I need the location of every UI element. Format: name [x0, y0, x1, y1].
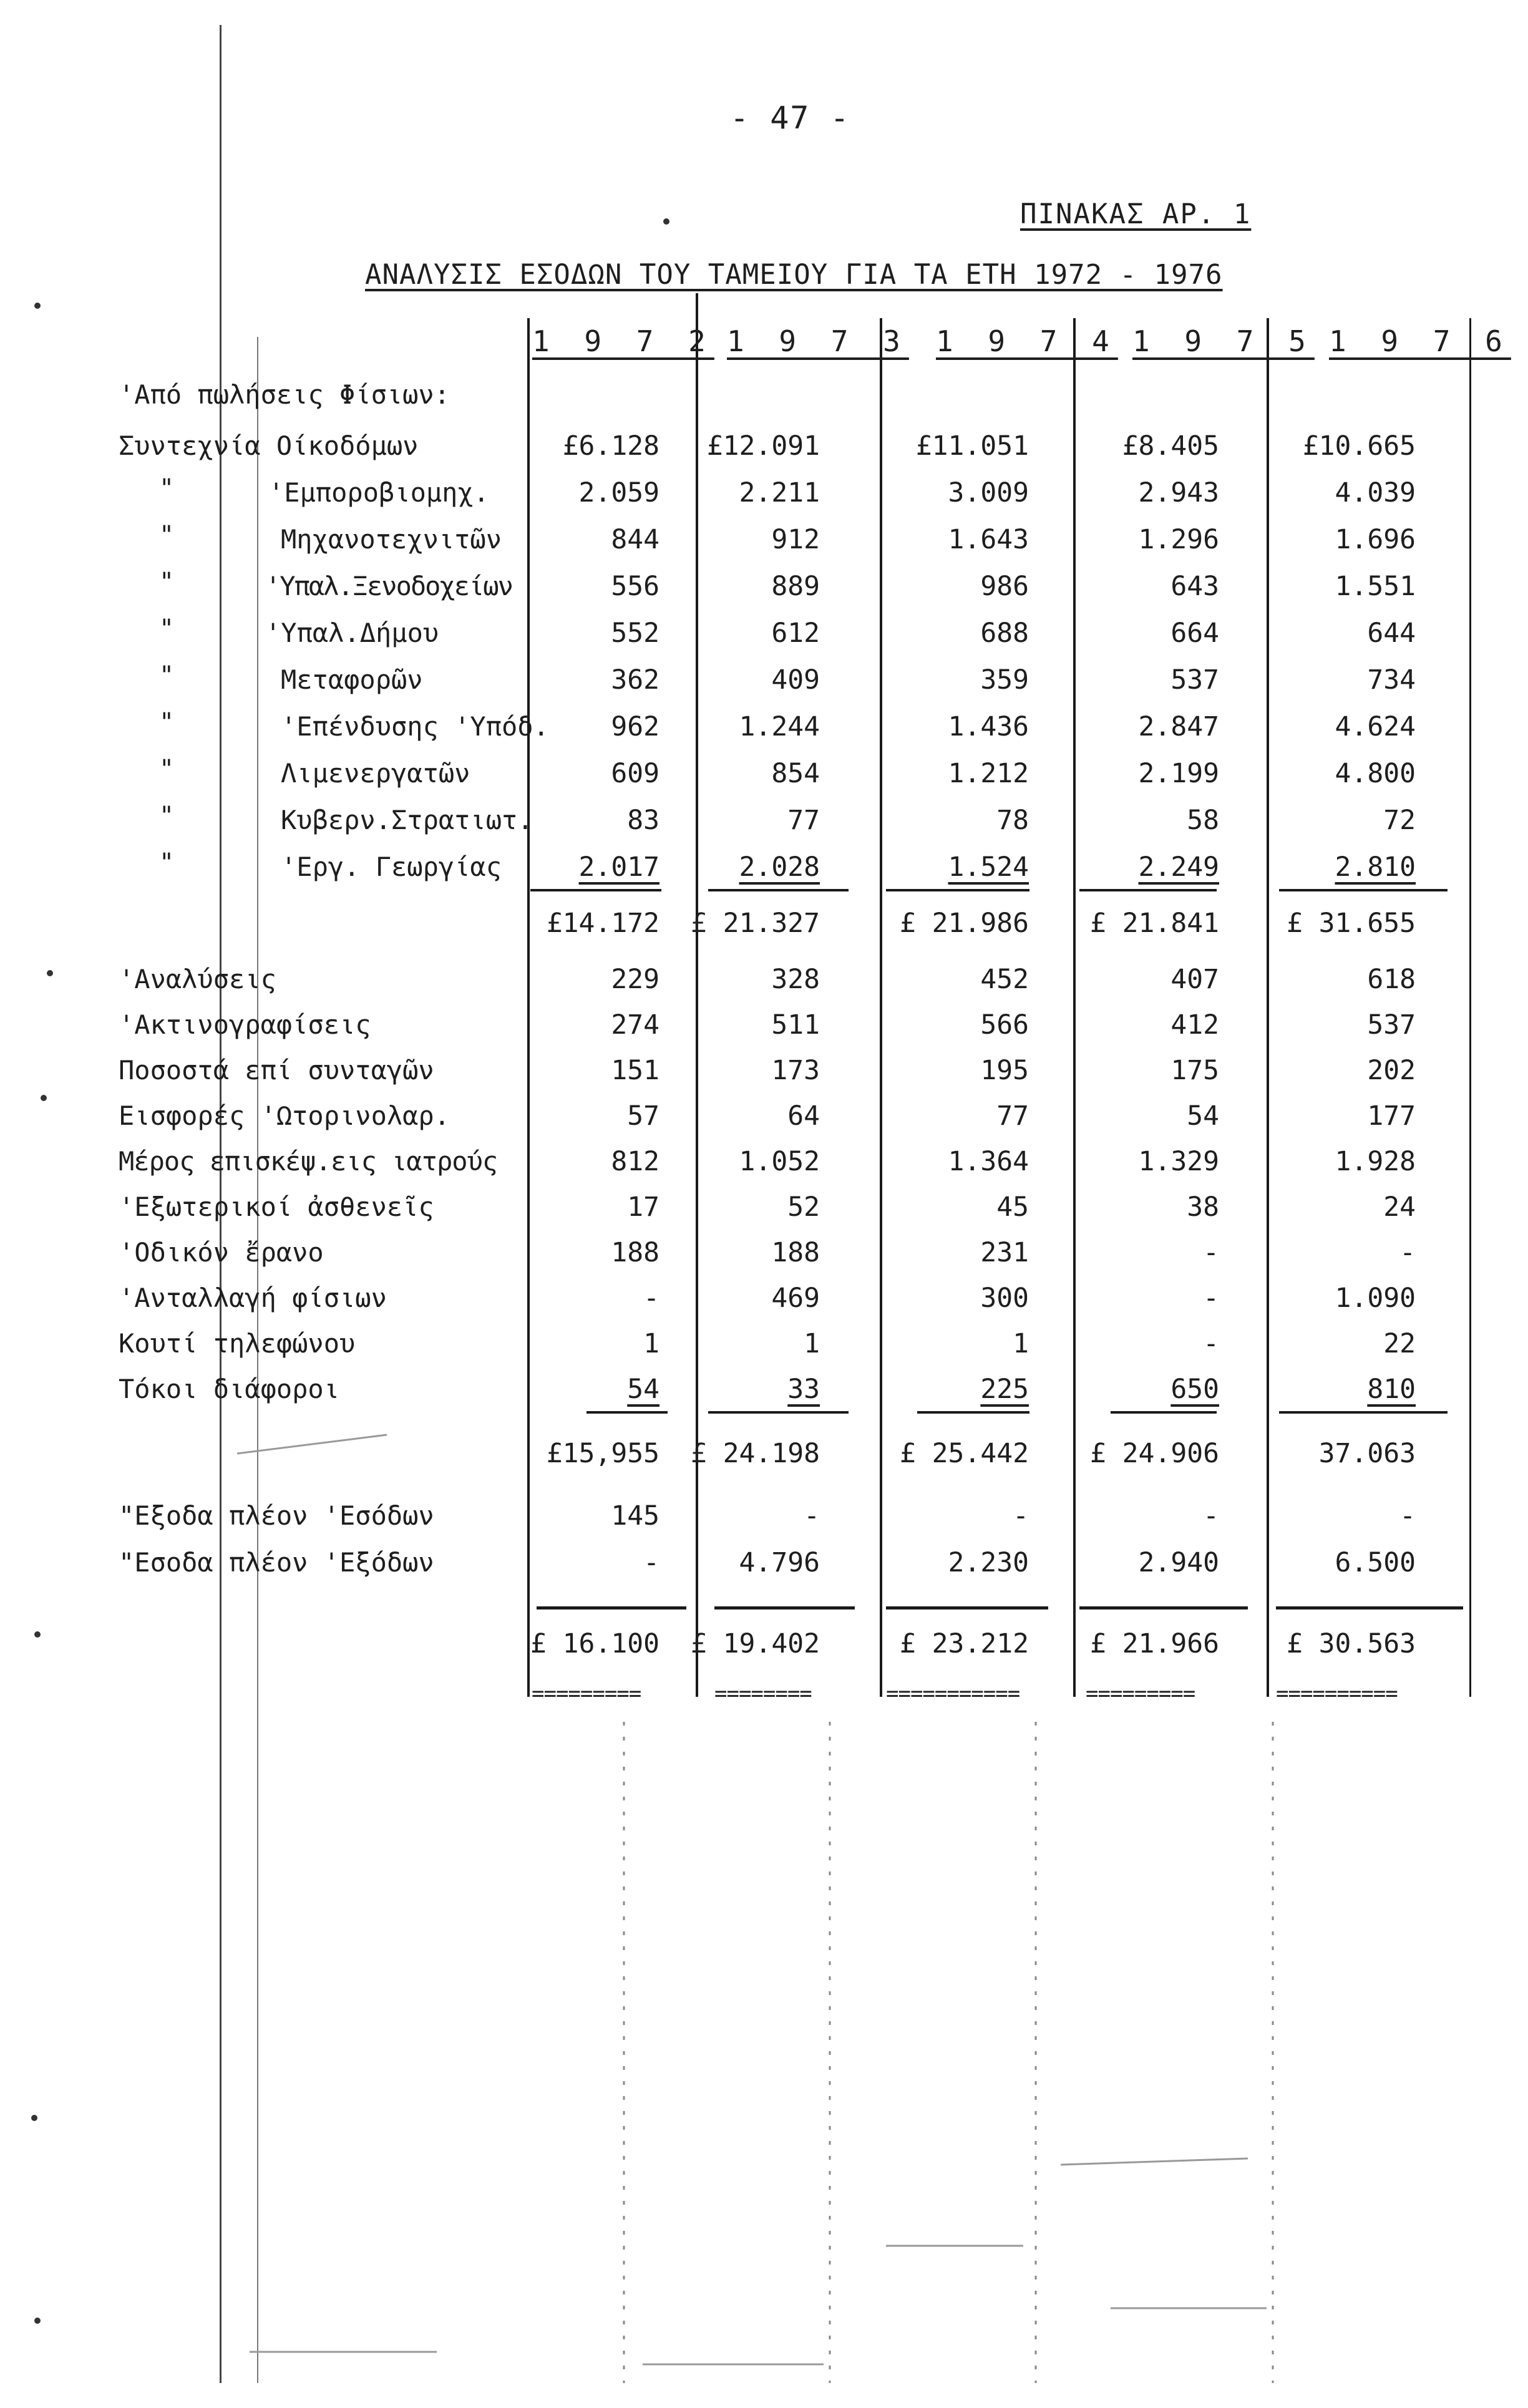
value-1974: - [1013, 1500, 1029, 1532]
column-rule-2 [696, 293, 698, 1697]
ditto-mark: " [159, 708, 175, 737]
value-1976: 4.800 [1335, 758, 1416, 789]
value-1973: 64 [787, 1100, 820, 1132]
row-label: Ποσοστά επί συνταγῶν [119, 1055, 434, 1085]
value-1973: £12.091 [706, 430, 820, 462]
total-rule [1279, 1411, 1448, 1414]
row-label: Μηχανοτεχνιτῶν [281, 524, 502, 555]
value-1976: 1.551 [1335, 571, 1416, 602]
value-1976: - [1399, 1500, 1416, 1532]
double-rule: ========== [1276, 1681, 1398, 1706]
row-label: Μέρος επισκέψ.εις ιατρούς [119, 1146, 498, 1177]
row-label: 'Οδικόν ἔρανο [119, 1237, 324, 1268]
value-1973: 469 [771, 1283, 820, 1314]
value-1976: 177 [1367, 1100, 1416, 1132]
double-rule: ========= [532, 1681, 641, 1706]
double-rule: ========= [1086, 1681, 1195, 1706]
value-1973: 854 [771, 758, 820, 789]
ditto-mark: " [159, 661, 175, 690]
value-1973: 1 [804, 1328, 820, 1359]
total-rule [586, 1411, 668, 1414]
value-1973: 33 [787, 1374, 820, 1405]
row-label: 'Εξωτερικοί ἀσθενεῖς [119, 1192, 434, 1222]
value-1972: - [643, 1283, 659, 1314]
value-1974: 688 [980, 618, 1029, 649]
total-1976: 37.063 [1318, 1438, 1416, 1469]
row-label: Κουτί τηλεφώνου [119, 1328, 356, 1359]
row-label: "Εξοδα πλέον 'Εσόδων [119, 1500, 434, 1531]
value-1976: 810 [1367, 1374, 1416, 1405]
value-1974: 1.364 [948, 1146, 1029, 1177]
value-1976: 6.500 [1335, 1547, 1416, 1578]
grand-total-rule [714, 1606, 855, 1609]
row-label: 'Ανταλλαγή φίσιων [119, 1283, 387, 1313]
grand-total-1975: £ 21.966 [1089, 1628, 1219, 1659]
subtotal-1974: £ 21.986 [899, 908, 1029, 939]
value-1976: 24 [1383, 1192, 1416, 1223]
column-rule-4 [1073, 318, 1076, 1697]
subtotal-1972: £14.172 [546, 908, 659, 939]
value-1975: - [1203, 1283, 1219, 1314]
value-1974: 45 [996, 1192, 1029, 1223]
value-1974: 1 [1013, 1328, 1029, 1359]
row-label: Κυβερν.Στρατιωτ. [281, 805, 533, 835]
value-1975: 1.329 [1138, 1146, 1219, 1177]
value-1973: 77 [787, 805, 820, 836]
grand-total-1976: £ 30.563 [1286, 1628, 1416, 1659]
section-heading: 'Από πωλήσεις Φίσιων: [119, 379, 450, 410]
value-1975: 38 [1187, 1192, 1219, 1223]
value-1974: 452 [980, 964, 1029, 995]
value-1974: 78 [996, 805, 1029, 836]
value-1975: 54 [1187, 1100, 1219, 1132]
value-1976: 1.696 [1335, 524, 1416, 555]
total-1972: £15,955 [546, 1438, 659, 1469]
year-header-1975: 1 9 7 5 [1132, 324, 1315, 358]
value-1972: 229 [611, 964, 659, 995]
value-1975: 2.249 [1138, 852, 1219, 883]
value-1974: 566 [980, 1009, 1029, 1041]
value-1972: 145 [611, 1500, 659, 1532]
double-rule: =========== [886, 1681, 1020, 1706]
grand-total-rule [886, 1606, 1048, 1609]
value-1974: 1.643 [948, 524, 1029, 555]
row-label: 'Εργ. Γεωργίας [281, 852, 502, 882]
total-1974: £ 25.442 [899, 1438, 1029, 1469]
value-1975: 58 [1187, 805, 1219, 836]
year-header-1972: 1 9 7 2 [532, 324, 714, 358]
value-1976: 22 [1383, 1328, 1416, 1359]
value-1972: 552 [611, 618, 659, 649]
grand-total-rule [1079, 1606, 1248, 1609]
margin-line-label [257, 337, 258, 2383]
subtotal-1975: £ 21.841 [1089, 908, 1219, 939]
value-1973: 1.244 [739, 711, 820, 742]
value-1974: 359 [980, 664, 1029, 696]
value-1974: 77 [996, 1100, 1029, 1132]
value-1973: 912 [771, 524, 820, 555]
value-1972: 151 [611, 1055, 659, 1086]
value-1972: 812 [611, 1146, 659, 1177]
ditto-mark: " [159, 755, 175, 784]
value-1974: 231 [980, 1237, 1029, 1268]
column-rule-5 [1267, 318, 1269, 1697]
year-header-1973: 1 9 7 3 [727, 324, 909, 358]
value-1976: 644 [1367, 618, 1416, 649]
subtotal-1973: £ 21.327 [690, 908, 820, 939]
row-label: 'Ακτινογραφίσεις [119, 1009, 371, 1040]
ditto-mark: " [159, 614, 175, 643]
value-1973: 4.796 [739, 1547, 820, 1578]
value-1973: 889 [771, 571, 820, 602]
value-1974: 1.212 [948, 758, 1029, 789]
value-1972: - [643, 1547, 659, 1578]
year-header-1976: 1 9 7 6 [1329, 324, 1511, 358]
value-1974: 1.524 [948, 852, 1029, 883]
table-title: ΑΝΑΛΥΣΙΣ ΕΣΟΔΩΝ ΤΟΥ ΤΑΜΕΙΟΥ ΓΙΑ ΤΑ ΕΤΗ 1972 - 1976 [365, 259, 1223, 291]
ditto-mark: " [159, 568, 175, 596]
value-1972: 962 [611, 711, 659, 742]
grand-total-1974: £ 23.212 [899, 1628, 1029, 1659]
value-1973: 511 [771, 1009, 820, 1041]
value-1976: 4.039 [1335, 477, 1416, 508]
value-1973: 52 [787, 1192, 820, 1223]
column-rule-1 [527, 318, 530, 1697]
value-1972: 844 [611, 524, 659, 555]
value-1972: 2.059 [578, 477, 659, 508]
value-1975: £8.405 [1122, 430, 1219, 462]
subtotal-1976: £ 31.655 [1286, 908, 1416, 939]
value-1976: £10.665 [1302, 430, 1416, 462]
value-1974: 2.230 [948, 1547, 1029, 1578]
ditto-mark: " [159, 521, 175, 550]
value-1975: 2.940 [1138, 1547, 1219, 1578]
page-number: - 47 - [730, 100, 850, 136]
ditto-mark: " [159, 802, 175, 830]
value-1973: 612 [771, 618, 820, 649]
row-label: Συντεχνία Οίκοδόμων [119, 430, 419, 461]
value-1973: 173 [771, 1055, 820, 1086]
value-1976: 537 [1367, 1009, 1416, 1041]
row-label: Λιμενεργατῶν [281, 758, 470, 789]
value-1972: 57 [627, 1100, 659, 1132]
year-header-1974: 1 9 7 4 [936, 324, 1118, 358]
double-rule: ======== [714, 1681, 812, 1706]
grand-total-rule [537, 1606, 686, 1609]
ditto-mark: " [159, 848, 175, 877]
value-1972: 274 [611, 1009, 659, 1041]
value-1972: 1 [643, 1328, 659, 1359]
row-label: "Εσοδα πλέον 'Εξόδων [119, 1547, 434, 1578]
value-1974: 195 [980, 1055, 1029, 1086]
row-label: 'Αναλύσεις [119, 964, 276, 994]
value-1973: 2.028 [739, 852, 820, 883]
grand-total-1973: £ 19.402 [690, 1628, 820, 1659]
value-1975: - [1203, 1237, 1219, 1268]
value-1974: 300 [980, 1283, 1029, 1314]
value-1973: 409 [771, 664, 820, 696]
value-1972: 556 [611, 571, 659, 602]
value-1976: - [1399, 1237, 1416, 1268]
value-1974: 1.436 [948, 711, 1029, 742]
value-1974: 3.009 [948, 477, 1029, 508]
value-1976: 202 [1367, 1055, 1416, 1086]
value-1975: 1.296 [1138, 524, 1219, 555]
value-1975: 643 [1170, 571, 1219, 602]
value-1972: 362 [611, 664, 659, 696]
subtotal-rule [1079, 889, 1217, 891]
value-1972: 609 [611, 758, 659, 789]
value-1974: £11.051 [915, 430, 1029, 462]
row-label: 'Επένδυσης 'Υπόδ. [281, 711, 549, 742]
value-1972: £6.128 [562, 430, 659, 462]
value-1974: 225 [980, 1374, 1029, 1405]
value-1972: 188 [611, 1237, 659, 1268]
value-1975: 175 [1170, 1055, 1219, 1086]
value-1976: 618 [1367, 964, 1416, 995]
value-1975: 537 [1170, 664, 1219, 696]
value-1972: 54 [627, 1374, 659, 1405]
ditto-mark: " [159, 474, 175, 503]
value-1975: 412 [1170, 1009, 1219, 1041]
value-1976: 2.810 [1335, 852, 1416, 883]
value-1975: 407 [1170, 964, 1219, 995]
value-1973: 328 [771, 964, 820, 995]
value-1972: 2.017 [578, 852, 659, 883]
value-1972: 83 [627, 805, 659, 836]
total-1975: £ 24.906 [1089, 1438, 1219, 1469]
total-1973: £ 24.198 [690, 1438, 820, 1469]
column-rule-6 [1469, 318, 1471, 1697]
value-1976: 1.090 [1335, 1283, 1416, 1314]
total-rule [1111, 1411, 1217, 1414]
value-1976: 4.624 [1335, 711, 1416, 742]
row-label: 'Εμποροβιομηχ. [268, 477, 490, 508]
row-label: 'Υπαλ.Ξενοδοχείων [265, 571, 512, 601]
value-1975: 650 [1170, 1374, 1219, 1405]
grand-total-rule [1276, 1606, 1463, 1609]
value-1975: - [1203, 1500, 1219, 1532]
value-1975: 2.199 [1138, 758, 1219, 789]
value-1973: 188 [771, 1237, 820, 1268]
row-label: Μεταφορῶν [281, 664, 423, 695]
row-label: Τόκοι διάφοροι [119, 1374, 340, 1404]
value-1973: 1.052 [739, 1146, 820, 1177]
value-1974: 986 [980, 571, 1029, 602]
value-1975: 664 [1170, 618, 1219, 649]
table-number: ΠΙΝΑΚΑΣ ΑΡ. 1 [1020, 198, 1252, 230]
subtotal-rule [530, 889, 661, 891]
value-1975: 2.847 [1138, 711, 1219, 742]
row-label: 'Υπαλ.Δήμου [265, 618, 439, 648]
value-1973: - [804, 1500, 820, 1532]
total-rule [708, 1411, 849, 1414]
total-rule [917, 1411, 1029, 1414]
subtotal-rule [1279, 889, 1448, 891]
value-1976: 1.928 [1335, 1146, 1416, 1177]
value-1973: 2.211 [739, 477, 820, 508]
column-rule-3 [880, 318, 882, 1697]
value-1975: 2.943 [1138, 477, 1219, 508]
value-1976: 734 [1367, 664, 1416, 696]
subtotal-rule [886, 889, 1029, 891]
value-1972: 17 [627, 1192, 659, 1223]
value-1975: - [1203, 1328, 1219, 1359]
grand-total-1972: £ 16.100 [530, 1628, 659, 1659]
value-1976: 72 [1383, 805, 1416, 836]
row-label: Εισφορές 'Ωτορινολαρ. [119, 1100, 450, 1131]
subtotal-rule [708, 889, 849, 891]
